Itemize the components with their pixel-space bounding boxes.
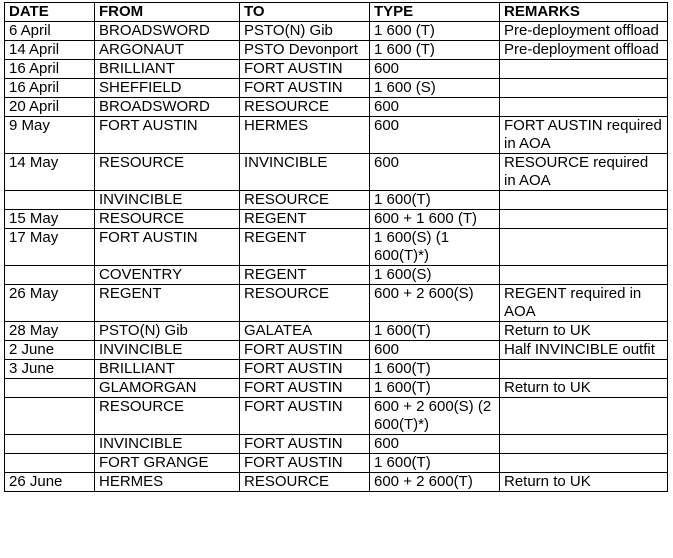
cell-to: FORT AUSTIN xyxy=(240,360,370,379)
table-row xyxy=(5,117,668,154)
cell-type: 1 600(T) xyxy=(370,322,500,341)
table-row xyxy=(5,473,668,492)
cell-to: REGENT xyxy=(240,266,370,285)
cell-type: 600 xyxy=(370,98,500,117)
cell-from: FORT AUSTIN xyxy=(95,117,240,154)
table-row xyxy=(5,210,668,229)
cell-type: 1 600(T) xyxy=(370,379,500,398)
cell-to: PSTO(N) Gib xyxy=(240,22,370,41)
cell-remarks: Return to UK xyxy=(500,473,668,492)
cell-from: GLAMORGAN xyxy=(95,379,240,398)
table-row xyxy=(5,435,668,454)
cell-to: RESOURCE xyxy=(240,98,370,117)
table-row xyxy=(5,60,668,79)
cell-date xyxy=(5,191,95,210)
cell-type: 1 600 (T) xyxy=(370,41,500,60)
table-header xyxy=(5,3,668,22)
cell-remarks xyxy=(500,79,668,98)
cell-remarks: Pre-deployment offload xyxy=(500,22,668,41)
cell-remarks xyxy=(500,454,668,473)
cell-remarks xyxy=(500,229,668,266)
cell-date: 17 May xyxy=(5,229,95,266)
header-row xyxy=(5,3,668,22)
cell-to: REGENT xyxy=(240,210,370,229)
cell-from: BRILLIANT xyxy=(95,360,240,379)
cell-from: BRILLIANT xyxy=(95,60,240,79)
table-row xyxy=(5,454,668,473)
table-row xyxy=(5,285,668,322)
cell-date: 16 April xyxy=(5,79,95,98)
cell-from: FORT GRANGE xyxy=(95,454,240,473)
cell-remarks xyxy=(500,210,668,229)
cell-type: 1 600(T) xyxy=(370,454,500,473)
cell-date: 3 June xyxy=(5,360,95,379)
cell-date xyxy=(5,454,95,473)
cell-type: 1 600 (T) xyxy=(370,22,500,41)
table-row xyxy=(5,266,668,285)
header-from: FROM xyxy=(95,3,240,22)
table-row xyxy=(5,229,668,266)
table-row xyxy=(5,398,668,435)
cell-to: REGENT xyxy=(240,229,370,266)
cell-from: PSTO(N) Gib xyxy=(95,322,240,341)
cell-to: FORT AUSTIN xyxy=(240,60,370,79)
cell-type: 1 600(S) xyxy=(370,266,500,285)
table-row xyxy=(5,341,668,360)
cell-to: FORT AUSTIN xyxy=(240,341,370,360)
cell-remarks xyxy=(500,435,668,454)
cell-to: FORT AUSTIN xyxy=(240,454,370,473)
cell-remarks: RESOURCE required in AOA xyxy=(500,154,668,191)
cell-remarks xyxy=(500,398,668,435)
cell-date: 14 May xyxy=(5,154,95,191)
cell-from: ARGONAUT xyxy=(95,41,240,60)
table-row xyxy=(5,360,668,379)
table-row xyxy=(5,379,668,398)
table-row xyxy=(5,191,668,210)
cell-to: FORT AUSTIN xyxy=(240,79,370,98)
cell-date: 28 May xyxy=(5,322,95,341)
cell-remarks: Return to UK xyxy=(500,322,668,341)
cell-date xyxy=(5,398,95,435)
cell-type: 600 xyxy=(370,154,500,191)
cell-type: 600 + 2 600(S) xyxy=(370,285,500,322)
cell-type: 1 600(T) xyxy=(370,191,500,210)
cell-type: 1 600(S) (1 600(T)*) xyxy=(370,229,500,266)
table-row xyxy=(5,154,668,191)
cell-remarks: Half INVINCIBLE outfit xyxy=(500,341,668,360)
cell-from: INVINCIBLE xyxy=(95,341,240,360)
cell-from: BROADSWORD xyxy=(95,22,240,41)
cell-to: FORT AUSTIN xyxy=(240,379,370,398)
cell-from: COVENTRY xyxy=(95,266,240,285)
cell-to: RESOURCE xyxy=(240,191,370,210)
cell-type: 600 + 1 600 (T) xyxy=(370,210,500,229)
cell-type: 1 600 (S) xyxy=(370,79,500,98)
cell-from: RESOURCE xyxy=(95,210,240,229)
header-remarks: REMARKS xyxy=(500,3,668,22)
cell-remarks xyxy=(500,60,668,79)
cell-type: 600 xyxy=(370,60,500,79)
header-date: DATE xyxy=(5,3,95,22)
cell-date: 15 May xyxy=(5,210,95,229)
cell-to: RESOURCE xyxy=(240,473,370,492)
cell-remarks xyxy=(500,98,668,117)
table-row xyxy=(5,41,668,60)
header-to: TO xyxy=(240,3,370,22)
cell-date: 14 April xyxy=(5,41,95,60)
table-body xyxy=(5,22,668,492)
cell-remarks: Return to UK xyxy=(500,379,668,398)
cell-remarks: FORT AUSTIN required in AOA xyxy=(500,117,668,154)
cell-from: HERMES xyxy=(95,473,240,492)
cell-from: BROADSWORD xyxy=(95,98,240,117)
cell-remarks xyxy=(500,266,668,285)
cell-date: 26 May xyxy=(5,285,95,322)
cell-to: PSTO Devonport xyxy=(240,41,370,60)
cell-date: 6 April xyxy=(5,22,95,41)
table-row xyxy=(5,322,668,341)
cell-date xyxy=(5,435,95,454)
cell-from: INVINCIBLE xyxy=(95,191,240,210)
cell-type: 600 + 2 600(T) xyxy=(370,473,500,492)
cell-type: 600 xyxy=(370,341,500,360)
cell-to: HERMES xyxy=(240,117,370,154)
table-row xyxy=(5,98,668,117)
transfer-table xyxy=(4,2,668,492)
cell-type: 1 600(T) xyxy=(370,360,500,379)
cell-remarks xyxy=(500,360,668,379)
cell-to: FORT AUSTIN xyxy=(240,435,370,454)
cell-remarks xyxy=(500,191,668,210)
cell-type: 600 xyxy=(370,435,500,454)
header-type: TYPE xyxy=(370,3,500,22)
cell-from: SHEFFIELD xyxy=(95,79,240,98)
cell-from: FORT AUSTIN xyxy=(95,229,240,266)
cell-date: 20 April xyxy=(5,98,95,117)
cell-to: RESOURCE xyxy=(240,285,370,322)
cell-remarks: Pre-deployment offload xyxy=(500,41,668,60)
cell-date: 2 June xyxy=(5,341,95,360)
cell-date: 16 April xyxy=(5,60,95,79)
cell-remarks: REGENT required in AOA xyxy=(500,285,668,322)
table-row xyxy=(5,79,668,98)
cell-type: 600 xyxy=(370,117,500,154)
cell-date xyxy=(5,379,95,398)
cell-date: 9 May xyxy=(5,117,95,154)
cell-from: RESOURCE xyxy=(95,154,240,191)
table-row xyxy=(5,22,668,41)
cell-from: RESOURCE xyxy=(95,398,240,435)
cell-to: FORT AUSTIN xyxy=(240,398,370,435)
cell-type: 600 + 2 600(S) (2 600(T)*) xyxy=(370,398,500,435)
cell-to: GALATEA xyxy=(240,322,370,341)
cell-date: 26 June xyxy=(5,473,95,492)
cell-date xyxy=(5,266,95,285)
cell-from: INVINCIBLE xyxy=(95,435,240,454)
cell-from: REGENT xyxy=(95,285,240,322)
cell-to: INVINCIBLE xyxy=(240,154,370,191)
